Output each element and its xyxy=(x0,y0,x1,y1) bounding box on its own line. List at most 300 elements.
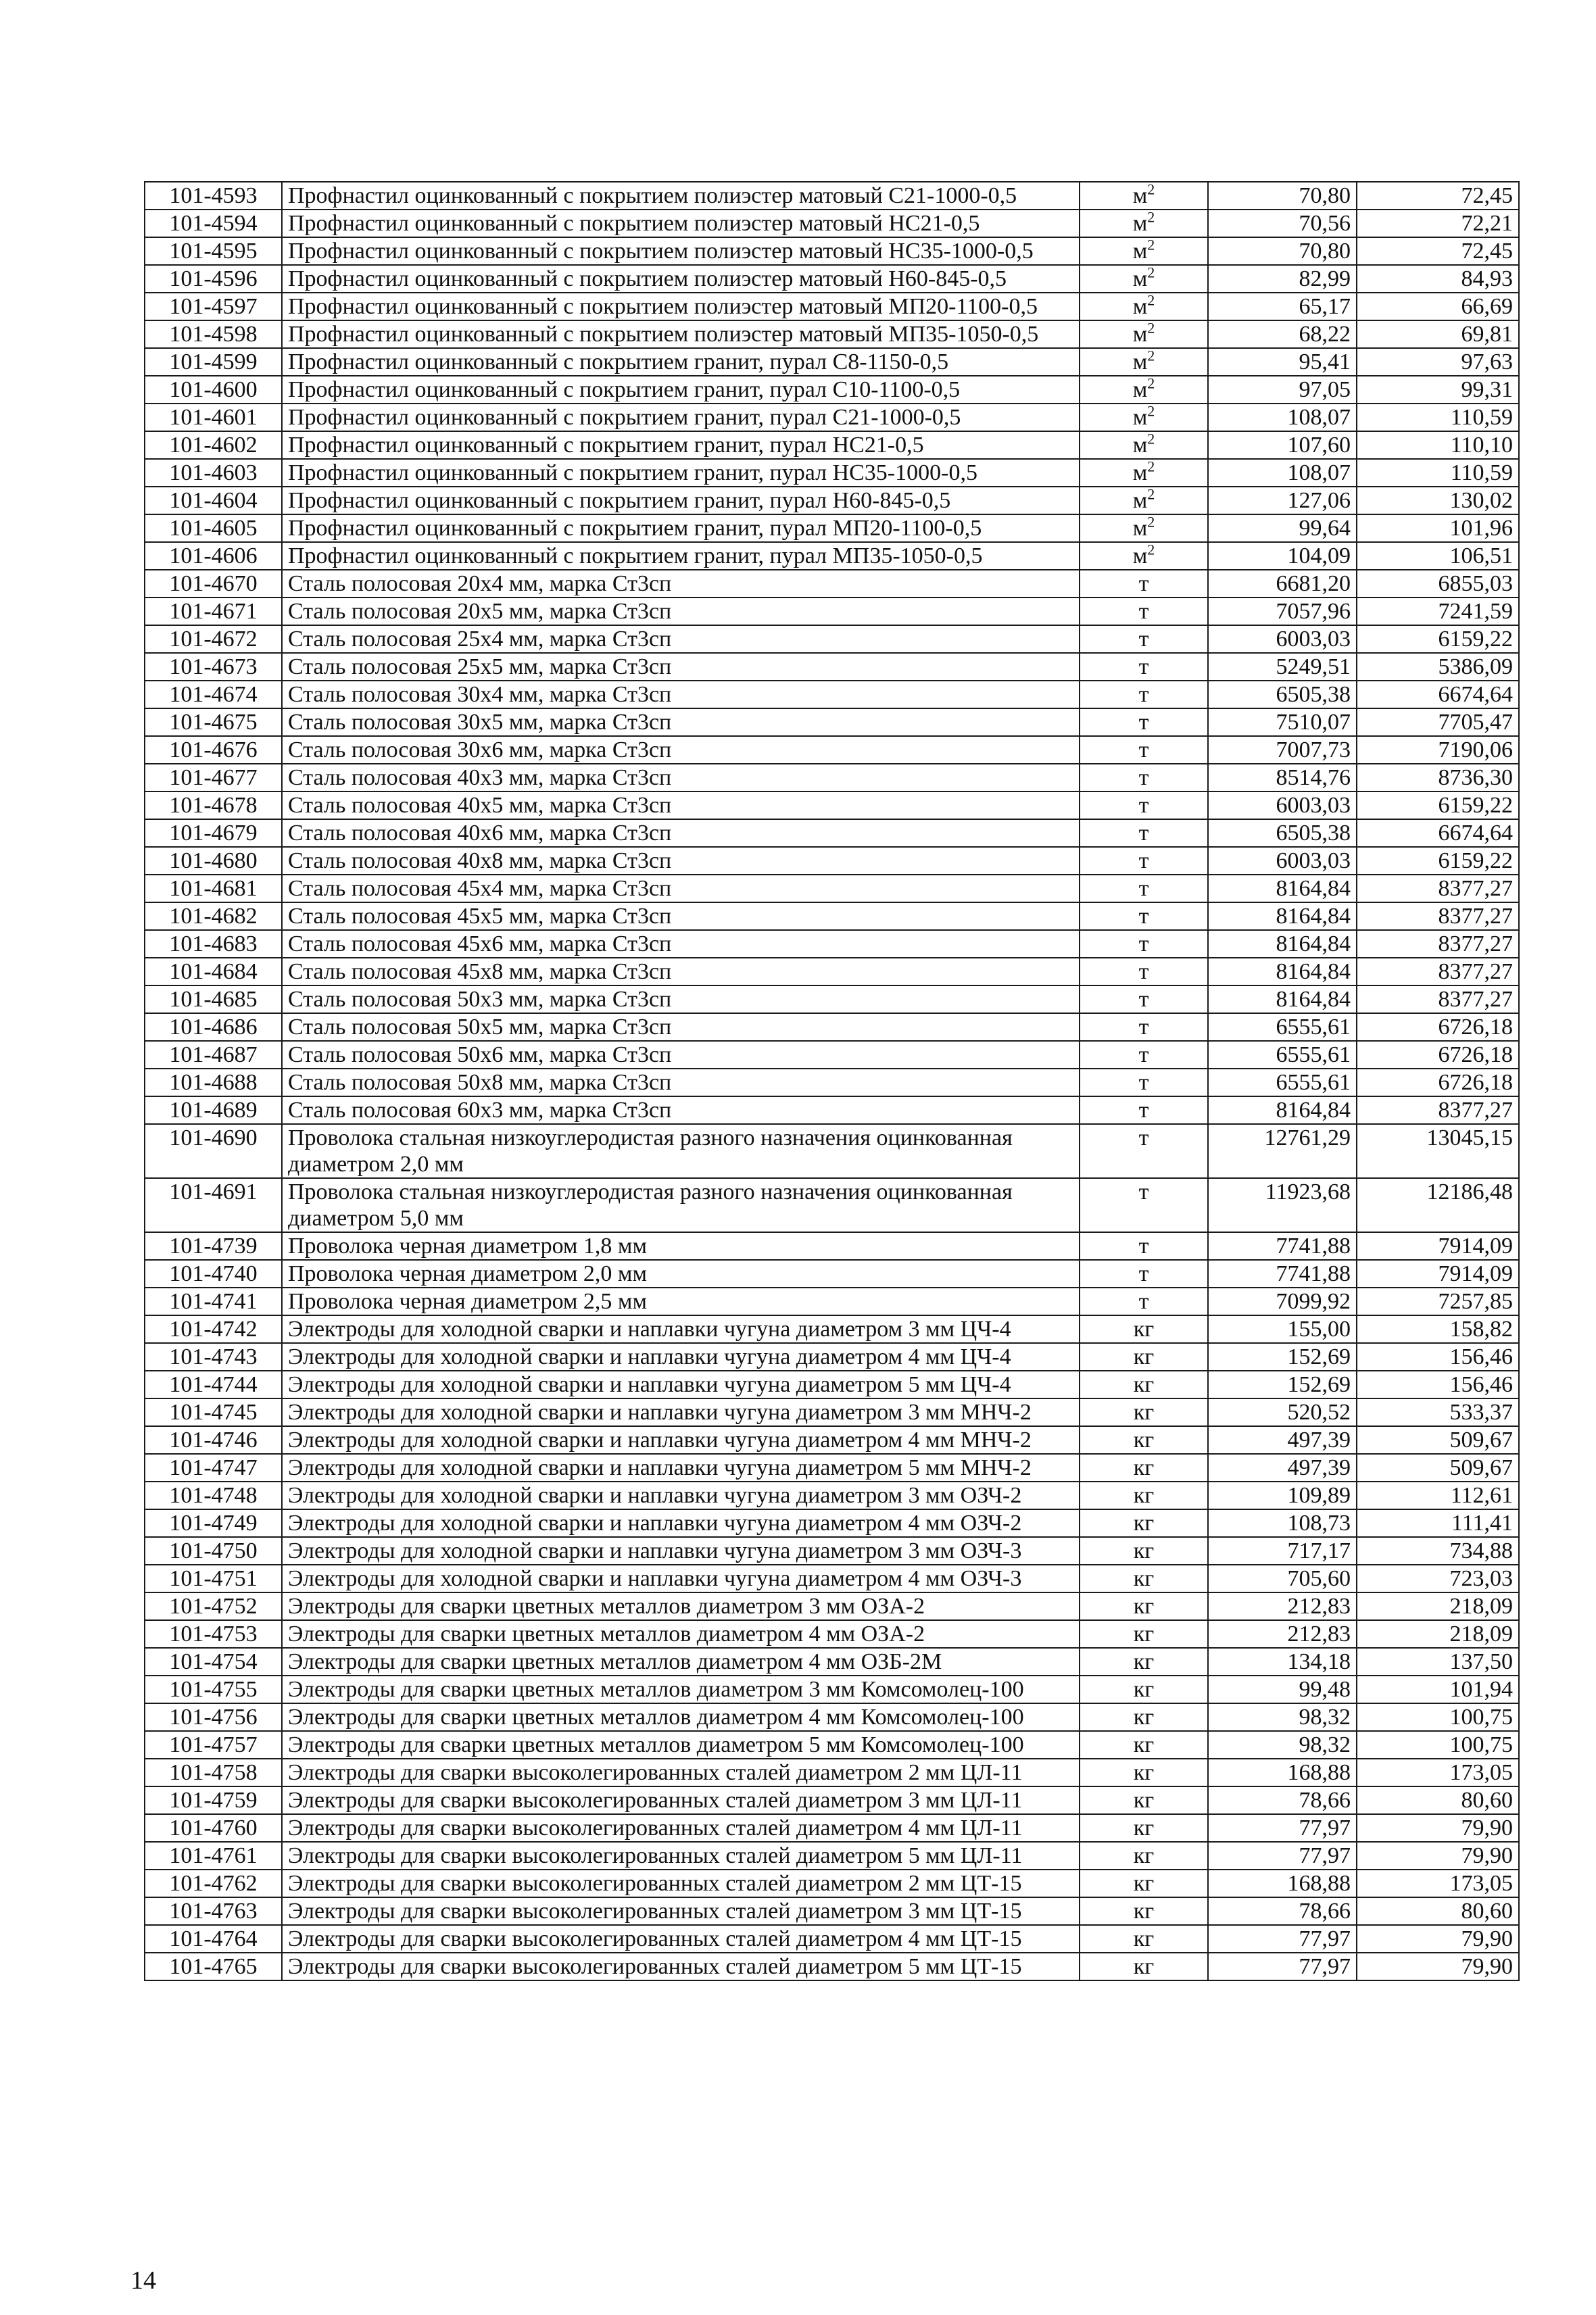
row-unit xyxy=(1080,1648,1208,1676)
row-unit xyxy=(1080,1537,1208,1565)
row-code: 101-4740 xyxy=(145,1260,282,1288)
row-name: Проволока черная диаметром 1,8 мм xyxy=(282,1232,1080,1260)
row-code: 101-4674 xyxy=(145,681,282,708)
row-unit xyxy=(1080,1232,1208,1260)
row-name: Электроды для сварки цветных металлов диаметром 3 мм Комсомолец-100 xyxy=(282,1676,1080,1703)
row-price-1: 77,97 xyxy=(1208,1953,1357,1980)
table-row xyxy=(145,487,1519,514)
row-price-1: 8164,84 xyxy=(1208,930,1357,958)
row-code: 101-4764 xyxy=(145,1925,282,1953)
table-row xyxy=(145,1842,1519,1870)
row-unit xyxy=(1080,1814,1208,1842)
row-price-2: 79,90 xyxy=(1357,1814,1519,1842)
row-code: 101-4755 xyxy=(145,1676,282,1703)
row-price-1: 7057,96 xyxy=(1208,598,1357,625)
row-unit xyxy=(1080,653,1208,681)
row-price-1: 6505,38 xyxy=(1208,819,1357,847)
row-name: Профнастил оцинкованный с покрытием полиэстер матовый НС35-1000-0,5 xyxy=(282,237,1080,265)
row-code: 101-4676 xyxy=(145,736,282,764)
row-price-2: 8377,27 xyxy=(1357,902,1519,930)
row-name: Сталь полосовая 45х5 мм, марка Ст3сп xyxy=(282,902,1080,930)
row-unit xyxy=(1080,1124,1208,1178)
row-name: Проволока черная диаметром 2,0 мм xyxy=(282,1260,1080,1288)
row-price-1: 107,60 xyxy=(1208,431,1357,459)
row-code: 101-4749 xyxy=(145,1509,282,1537)
row-price-1: 6555,61 xyxy=(1208,1013,1357,1041)
row-unit xyxy=(1080,1398,1208,1426)
row-price-2: 723,03 xyxy=(1357,1565,1519,1592)
row-name: Электроды для сварки высоколегированных сталей диаметром 5 мм ЦТ-15 xyxy=(282,1953,1080,1980)
row-unit xyxy=(1080,736,1208,764)
row-name: Проволока стальная низкоуглеродистая разного назначения оцинкованная диаметром 2,0 мм xyxy=(282,1124,1080,1178)
unit-label: т xyxy=(1138,848,1149,873)
table-row xyxy=(145,1178,1519,1232)
table-row xyxy=(145,542,1519,570)
row-unit xyxy=(1080,431,1208,459)
row-code: 101-4752 xyxy=(145,1592,282,1620)
row-unit xyxy=(1080,1786,1208,1814)
row-price-2: 7190,06 xyxy=(1357,736,1519,764)
unit-exponent: 2 xyxy=(1147,459,1155,475)
table-row xyxy=(145,514,1519,542)
unit-label: т xyxy=(1138,765,1149,790)
table-row xyxy=(145,598,1519,625)
row-name: Электроды для сварки цветных металлов диаметром 4 мм Комсомолец-100 xyxy=(282,1703,1080,1731)
unit-label: м xyxy=(1132,488,1148,513)
unit-label: т xyxy=(1138,710,1149,735)
row-name: Проволока стальная низкоуглеродистая разного назначения оцинкованная диаметром 5,0 мм xyxy=(282,1178,1080,1232)
row-price-1: 8164,84 xyxy=(1208,875,1357,902)
row-price-2: 84,93 xyxy=(1357,265,1519,293)
row-code: 101-4683 xyxy=(145,930,282,958)
unit-label: кг xyxy=(1133,1788,1155,1813)
unit-label: т xyxy=(1138,1125,1149,1150)
unit-label: м xyxy=(1132,266,1148,291)
row-price-1: 8164,84 xyxy=(1208,902,1357,930)
row-code: 101-4598 xyxy=(145,320,282,348)
row-price-1: 6003,03 xyxy=(1208,791,1357,819)
unit-exponent: 2 xyxy=(1147,487,1155,503)
row-code: 101-4670 xyxy=(145,570,282,598)
row-name: Сталь полосовая 45х8 мм, марка Ст3сп xyxy=(282,958,1080,985)
table-row xyxy=(145,1232,1519,1260)
row-price-1: 70,80 xyxy=(1208,237,1357,265)
table-row xyxy=(145,431,1519,459)
row-price-1: 98,32 xyxy=(1208,1703,1357,1731)
unit-label: кг xyxy=(1133,1344,1155,1369)
row-name: Сталь полосовая 25х4 мм, марка Ст3сп xyxy=(282,625,1080,653)
row-name: Электроды для сварки высоколегированных сталей диаметром 2 мм ЦЛ-11 xyxy=(282,1759,1080,1786)
row-unit xyxy=(1080,265,1208,293)
row-price-2: 8377,27 xyxy=(1357,1096,1519,1124)
row-name: Электроды для холодной сварки и наплавки чугуна диаметром 3 мм ОЗЧ-2 xyxy=(282,1482,1080,1509)
row-price-1: 97,05 xyxy=(1208,376,1357,404)
row-price-1: 95,41 xyxy=(1208,348,1357,376)
row-unit xyxy=(1080,1870,1208,1897)
unit-exponent: 2 xyxy=(1147,293,1155,309)
row-price-1: 12761,29 xyxy=(1208,1124,1357,1178)
row-price-1: 104,09 xyxy=(1208,542,1357,570)
row-unit xyxy=(1080,1953,1208,1980)
row-code: 101-4762 xyxy=(145,1870,282,1897)
row-unit xyxy=(1080,210,1208,237)
unit-exponent: 2 xyxy=(1147,265,1155,281)
row-price-2: 101,94 xyxy=(1357,1676,1519,1703)
row-name: Электроды для сварки высоколегированных сталей диаметром 5 мм ЦЛ-11 xyxy=(282,1842,1080,1870)
row-code: 101-4594 xyxy=(145,210,282,237)
row-price-2: 8377,27 xyxy=(1357,985,1519,1013)
row-price-1: 78,66 xyxy=(1208,1786,1357,1814)
row-price-1: 717,17 xyxy=(1208,1537,1357,1565)
row-code: 101-4684 xyxy=(145,958,282,985)
row-name: Электроды для сварки высоколегированных сталей диаметром 4 мм ЦТ-15 xyxy=(282,1925,1080,1953)
row-code: 101-4741 xyxy=(145,1288,282,1315)
row-unit xyxy=(1080,1371,1208,1398)
row-name: Электроды для холодной сварки и наплавки чугуна диаметром 5 мм ЦЧ-4 xyxy=(282,1371,1080,1398)
row-unit xyxy=(1080,1013,1208,1041)
row-price-1: 6505,38 xyxy=(1208,681,1357,708)
row-name: Профнастил оцинкованный с покрытием гранит, пурал МП35-1050-0,5 xyxy=(282,542,1080,570)
row-price-2: 111,41 xyxy=(1357,1509,1519,1537)
table-row xyxy=(145,847,1519,875)
row-price-2: 110,10 xyxy=(1357,431,1519,459)
row-unit xyxy=(1080,1509,1208,1537)
row-code: 101-4595 xyxy=(145,237,282,265)
row-price-1: 7741,88 xyxy=(1208,1232,1357,1260)
row-price-2: 5386,09 xyxy=(1357,653,1519,681)
row-name: Сталь полосовая 40х5 мм, марка Ст3сп xyxy=(282,791,1080,819)
row-price-2: 6159,22 xyxy=(1357,847,1519,875)
row-price-2: 734,88 xyxy=(1357,1537,1519,1565)
row-price-2: 79,90 xyxy=(1357,1842,1519,1870)
row-price-1: 70,56 xyxy=(1208,210,1357,237)
unit-label: кг xyxy=(1133,1871,1155,1896)
row-code: 101-4605 xyxy=(145,514,282,542)
row-price-1: 98,32 xyxy=(1208,1731,1357,1759)
row-price-1: 6681,20 xyxy=(1208,570,1357,598)
row-name: Электроды для сварки цветных металлов диаметром 5 мм Комсомолец-100 xyxy=(282,1731,1080,1759)
row-name: Электроды для холодной сварки и наплавки чугуна диаметром 3 мм ЦЧ-4 xyxy=(282,1315,1080,1343)
row-price-2: 106,51 xyxy=(1357,542,1519,570)
unit-label: т xyxy=(1138,1098,1149,1123)
table-row xyxy=(145,875,1519,902)
table-row xyxy=(145,1537,1519,1565)
table-row xyxy=(145,1371,1519,1398)
row-price-2: 7914,09 xyxy=(1357,1260,1519,1288)
row-code: 101-4753 xyxy=(145,1620,282,1648)
row-price-1: 8164,84 xyxy=(1208,958,1357,985)
unit-exponent: 2 xyxy=(1147,376,1155,392)
unit-label: т xyxy=(1138,1179,1149,1204)
row-code: 101-4744 xyxy=(145,1371,282,1398)
row-price-1: 168,88 xyxy=(1208,1759,1357,1786)
row-price-1: 212,83 xyxy=(1208,1592,1357,1620)
table-row xyxy=(145,1897,1519,1925)
row-price-1: 127,06 xyxy=(1208,487,1357,514)
row-name: Электроды для холодной сварки и наплавки чугуна диаметром 3 мм ОЗЧ-3 xyxy=(282,1537,1080,1565)
row-code: 101-4747 xyxy=(145,1454,282,1482)
table-row xyxy=(145,265,1519,293)
table-row xyxy=(145,1482,1519,1509)
row-name: Сталь полосовая 40х8 мм, марка Ст3сп xyxy=(282,847,1080,875)
row-price-1: 78,66 xyxy=(1208,1897,1357,1925)
unit-exponent: 2 xyxy=(1147,431,1155,447)
row-price-1: 65,17 xyxy=(1208,293,1357,320)
table-row xyxy=(145,985,1519,1013)
table-row xyxy=(145,653,1519,681)
row-price-1: 6003,03 xyxy=(1208,847,1357,875)
row-code: 101-4604 xyxy=(145,487,282,514)
row-code: 101-4596 xyxy=(145,265,282,293)
row-unit xyxy=(1080,1343,1208,1371)
row-unit xyxy=(1080,1454,1208,1482)
row-price-2: 7705,47 xyxy=(1357,708,1519,736)
unit-label: кг xyxy=(1133,1954,1155,1979)
row-name: Профнастил оцинкованный с покрытием гранит, пурал С21-1000-0,5 xyxy=(282,404,1080,431)
unit-label: т xyxy=(1138,682,1149,707)
unit-label: т xyxy=(1138,904,1149,929)
unit-label: т xyxy=(1138,959,1149,984)
table-row xyxy=(145,1620,1519,1648)
row-unit xyxy=(1080,237,1208,265)
row-code: 101-4761 xyxy=(145,1842,282,1870)
row-name: Профнастил оцинкованный с покрытием полиэстер матовый МП35-1050-0,5 xyxy=(282,320,1080,348)
row-code: 101-4680 xyxy=(145,847,282,875)
table-row xyxy=(145,1288,1519,1315)
table-row xyxy=(145,404,1519,431)
unit-label: т xyxy=(1138,876,1149,901)
row-code: 101-4686 xyxy=(145,1013,282,1041)
row-unit xyxy=(1080,598,1208,625)
row-price-1: 7007,73 xyxy=(1208,736,1357,764)
row-price-1: 8164,84 xyxy=(1208,985,1357,1013)
table-row xyxy=(145,1786,1519,1814)
table-row xyxy=(145,1013,1519,1041)
row-price-2: 101,96 xyxy=(1357,514,1519,542)
row-unit xyxy=(1080,459,1208,487)
price-table xyxy=(144,181,1520,1981)
row-unit xyxy=(1080,625,1208,653)
row-code: 101-4690 xyxy=(145,1124,282,1178)
row-price-1: 68,22 xyxy=(1208,320,1357,348)
row-price-2: 137,50 xyxy=(1357,1648,1519,1676)
row-name: Сталь полосовая 60х3 мм, марка Ст3сп xyxy=(282,1096,1080,1124)
row-code: 101-4754 xyxy=(145,1648,282,1676)
unit-label: м xyxy=(1132,405,1148,430)
unit-label: т xyxy=(1138,1015,1149,1040)
row-price-1: 99,48 xyxy=(1208,1676,1357,1703)
row-unit xyxy=(1080,1069,1208,1096)
row-price-2: 156,46 xyxy=(1357,1343,1519,1371)
row-unit xyxy=(1080,1178,1208,1232)
row-code: 101-4606 xyxy=(145,542,282,570)
row-name: Электроды для холодной сварки и наплавки чугуна диаметром 4 мм МНЧ-2 xyxy=(282,1426,1080,1454)
row-name: Электроды для холодной сварки и наплавки чугуна диаметром 4 мм ОЗЧ-3 xyxy=(282,1565,1080,1592)
row-unit xyxy=(1080,930,1208,958)
unit-label: кг xyxy=(1133,1622,1155,1647)
row-price-1: 6555,61 xyxy=(1208,1041,1357,1069)
unit-label: м xyxy=(1132,516,1148,541)
row-code: 101-4673 xyxy=(145,653,282,681)
row-code: 101-4757 xyxy=(145,1731,282,1759)
row-price-2: 6159,22 xyxy=(1357,791,1519,819)
row-code: 101-4750 xyxy=(145,1537,282,1565)
row-price-2: 533,37 xyxy=(1357,1398,1519,1426)
row-unit xyxy=(1080,1315,1208,1343)
row-price-1: 155,00 xyxy=(1208,1315,1357,1343)
row-unit xyxy=(1080,1565,1208,1592)
table-row xyxy=(145,1041,1519,1069)
row-unit xyxy=(1080,1096,1208,1124)
row-name: Электроды для сварки цветных металлов диаметром 4 мм ОЗБ-2М xyxy=(282,1648,1080,1676)
table-row xyxy=(145,1343,1519,1371)
row-price-2: 8736,30 xyxy=(1357,764,1519,791)
table-row xyxy=(145,1398,1519,1426)
row-code: 101-4672 xyxy=(145,625,282,653)
table-row xyxy=(145,1426,1519,1454)
table-row xyxy=(145,1096,1519,1124)
table-row xyxy=(145,182,1519,210)
unit-label: т xyxy=(1138,1261,1149,1286)
row-price-1: 6003,03 xyxy=(1208,625,1357,653)
row-price-1: 77,97 xyxy=(1208,1814,1357,1842)
row-code: 101-4758 xyxy=(145,1759,282,1786)
row-price-2: 156,46 xyxy=(1357,1371,1519,1398)
row-price-1: 705,60 xyxy=(1208,1565,1357,1592)
row-code: 101-4593 xyxy=(145,182,282,210)
unit-label: т xyxy=(1138,987,1149,1012)
row-unit xyxy=(1080,958,1208,985)
row-name: Электроды для холодной сварки и наплавки чугуна диаметром 4 мм ОЗЧ-2 xyxy=(282,1509,1080,1537)
row-code: 101-4746 xyxy=(145,1426,282,1454)
row-price-2: 8377,27 xyxy=(1357,930,1519,958)
unit-label: кг xyxy=(1133,1483,1155,1508)
row-price-2: 6674,64 xyxy=(1357,681,1519,708)
row-name: Электроды для сварки высоколегированных сталей диаметром 3 мм ЦТ-15 xyxy=(282,1897,1080,1925)
unit-label: кг xyxy=(1133,1926,1155,1951)
row-unit xyxy=(1080,875,1208,902)
row-unit xyxy=(1080,791,1208,819)
table-body xyxy=(145,182,1519,1980)
table-row xyxy=(145,1648,1519,1676)
unit-label: т xyxy=(1138,821,1149,846)
row-price-2: 6674,64 xyxy=(1357,819,1519,847)
row-price-1: 7099,92 xyxy=(1208,1288,1357,1315)
unit-label: м xyxy=(1132,294,1148,319)
row-name: Сталь полосовая 30х6 мм, марка Ст3сп xyxy=(282,736,1080,764)
row-price-1: 11923,68 xyxy=(1208,1178,1357,1232)
row-price-2: 8377,27 xyxy=(1357,958,1519,985)
row-code: 101-4745 xyxy=(145,1398,282,1426)
table-row xyxy=(145,293,1519,320)
unit-label: м xyxy=(1132,322,1148,347)
row-name: Профнастил оцинкованный с покрытием полиэстер матовый С21-1000-0,5 xyxy=(282,182,1080,210)
row-price-2: 173,05 xyxy=(1357,1870,1519,1897)
row-name: Сталь полосовая 50х6 мм, марка Ст3сп xyxy=(282,1041,1080,1069)
row-code: 101-4671 xyxy=(145,598,282,625)
row-name: Сталь полосовая 50х5 мм, марка Ст3сп xyxy=(282,1013,1080,1041)
row-price-2: 100,75 xyxy=(1357,1731,1519,1759)
row-name: Профнастил оцинкованный с покрытием гранит, пурал Н60-845-0,5 xyxy=(282,487,1080,514)
row-price-1: 7741,88 xyxy=(1208,1260,1357,1288)
row-code: 101-4688 xyxy=(145,1069,282,1096)
unit-label: т xyxy=(1138,1234,1149,1259)
row-price-2: 110,59 xyxy=(1357,459,1519,487)
unit-label: м xyxy=(1132,543,1148,568)
unit-label: кг xyxy=(1133,1677,1155,1702)
row-price-1: 152,69 xyxy=(1208,1371,1357,1398)
table-row xyxy=(145,1260,1519,1288)
row-name: Профнастил оцинкованный с покрытием гранит, пурал С8-1150-0,5 xyxy=(282,348,1080,376)
table-row xyxy=(145,902,1519,930)
unit-label: кг xyxy=(1133,1816,1155,1841)
row-code: 101-4760 xyxy=(145,1814,282,1842)
row-price-1: 497,39 xyxy=(1208,1454,1357,1482)
unit-label: кг xyxy=(1133,1705,1155,1730)
row-price-2: 7257,85 xyxy=(1357,1288,1519,1315)
unit-exponent: 2 xyxy=(1147,210,1155,226)
unit-label: кг xyxy=(1133,1372,1155,1397)
row-price-1: 70,80 xyxy=(1208,182,1357,210)
unit-label: кг xyxy=(1133,1649,1155,1674)
unit-label: кг xyxy=(1133,1455,1155,1480)
unit-label: кг xyxy=(1133,1400,1155,1425)
table-row xyxy=(145,1454,1519,1482)
row-unit xyxy=(1080,1731,1208,1759)
row-price-2: 130,02 xyxy=(1357,487,1519,514)
row-price-1: 82,99 xyxy=(1208,265,1357,293)
row-price-2: 218,09 xyxy=(1357,1592,1519,1620)
row-unit xyxy=(1080,293,1208,320)
table-row xyxy=(145,348,1519,376)
row-name: Профнастил оцинкованный с покрытием гранит, пурал НС21-0,5 xyxy=(282,431,1080,459)
row-code: 101-4763 xyxy=(145,1897,282,1925)
row-price-2: 6159,22 xyxy=(1357,625,1519,653)
row-price-1: 8164,84 xyxy=(1208,1096,1357,1124)
table-row xyxy=(145,958,1519,985)
row-code: 101-4691 xyxy=(145,1178,282,1232)
row-unit xyxy=(1080,320,1208,348)
unit-label: м xyxy=(1132,211,1148,236)
row-name: Сталь полосовая 25х5 мм, марка Ст3сп xyxy=(282,653,1080,681)
row-unit xyxy=(1080,1482,1208,1509)
row-unit xyxy=(1080,1620,1208,1648)
table-row xyxy=(145,1759,1519,1786)
row-name: Сталь полосовая 40х3 мм, марка Ст3сп xyxy=(282,764,1080,791)
row-code: 101-4678 xyxy=(145,791,282,819)
row-price-2: 80,60 xyxy=(1357,1786,1519,1814)
unit-label: т xyxy=(1138,737,1149,762)
row-unit xyxy=(1080,376,1208,404)
row-code: 101-4601 xyxy=(145,404,282,431)
table-row xyxy=(145,1069,1519,1096)
row-unit xyxy=(1080,681,1208,708)
row-name: Профнастил оцинкованный с покрытием гранит, пурал НС35-1000-0,5 xyxy=(282,459,1080,487)
row-name: Сталь полосовая 30х5 мм, марка Ст3сп xyxy=(282,708,1080,736)
table-row xyxy=(145,459,1519,487)
unit-label: м xyxy=(1132,460,1148,485)
table-row xyxy=(145,625,1519,653)
table-row xyxy=(145,570,1519,598)
row-unit xyxy=(1080,708,1208,736)
unit-label: кг xyxy=(1133,1899,1155,1924)
table-row xyxy=(145,791,1519,819)
row-unit xyxy=(1080,985,1208,1013)
row-price-1: 168,88 xyxy=(1208,1870,1357,1897)
unit-label: кг xyxy=(1133,1511,1155,1536)
table-row xyxy=(145,376,1519,404)
row-price-2: 173,05 xyxy=(1357,1759,1519,1786)
